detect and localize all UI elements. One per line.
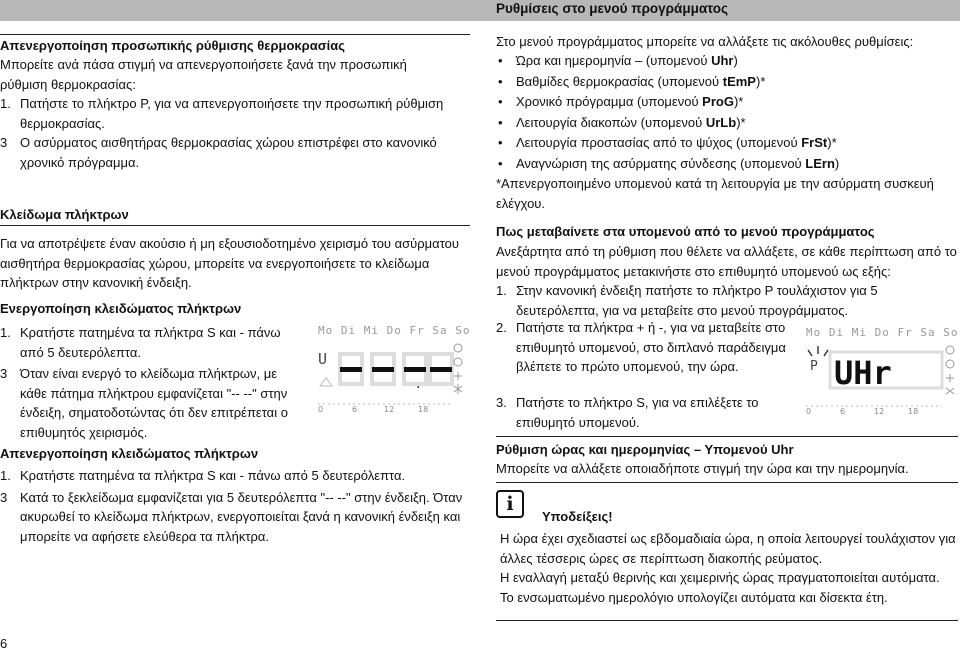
lcd-left-glyph: U <box>318 350 328 368</box>
lcd-menu-text: UHr <box>834 354 892 392</box>
paragraph: Μπορείτε ανά πάσα στιγμή να απενεργοποιήσετε ξανά την προσωπική ρύθμιση θερμοκρασίας: <box>0 57 407 92</box>
list-item: • Λειτουργία διακοπών (υπομενού UrLb)* <box>496 113 956 133</box>
section-title: Απενεργοποίηση προσωπικής ρύθμισης θερμοκρασίας <box>0 38 345 53</box>
svg-text:.: . <box>416 376 421 392</box>
list-item: 1. Κρατήστε πατημένα τα πλήκτρα S και - πάνω από 5 δευτερόλεπτα. <box>0 325 281 360</box>
list <box>0 323 300 442</box>
list-item: 3. Πατήστε το πλήκτρο S, για να επιλέξετε το επιθυμητό υπομενού. <box>496 395 759 430</box>
svg-text:18: 18 <box>908 407 919 416</box>
list <box>0 466 470 546</box>
list-item: • Χρονικό πρόγραμμα (υπομενού ProG)* <box>496 92 956 112</box>
note-title: Υποδείξεις! <box>542 509 613 524</box>
lcd-keylock-display <box>318 324 471 414</box>
list-item: 3 Όταν είναι ενεργό το κλείδωμα πλήκτρων, με κάθε πάτημα πλήκτρου εμφανίζεται "-- --" στην ένδειξη, σηματοδοτώντας ότι δεν επιτρέπεται ο επιθυμητός χειρισμός. <box>0 366 288 440</box>
lcd-menu-graphic <box>806 326 959 416</box>
header-bar <box>0 0 960 21</box>
settings-list <box>496 51 956 173</box>
note-body <box>500 529 956 607</box>
svg-text:6: 6 <box>840 407 846 416</box>
section-title: Απενεργοποίηση κλειδώματος πλήκτρων <box>0 446 259 461</box>
divider <box>0 34 470 35</box>
svg-text:12: 12 <box>874 407 885 416</box>
svg-text:12: 12 <box>384 405 395 414</box>
section-title: Ρύθμιση ώρας και ημερομηνίας – Υπομενού Uhr <box>496 442 794 457</box>
svg-text:P: P <box>810 359 818 374</box>
header-title: Ρυθμίσεις στο μενού προγράμματος <box>496 1 729 16</box>
divider <box>0 225 470 226</box>
svg-text:0: 0 <box>806 407 812 416</box>
paragraph: Μπορείτε να αλλάξετε οποιαδήποτε στιγμή την ώρα και την ημερομηνία. <box>496 461 909 476</box>
paragraph: Για να αποτρέψετε έναν ακούσιο ή μη εξουσιοδοτημένο χειρισμό του ασύρματου αισθητήρα θερμοκρασίας χώρου, μπορείτε να ενεργοποιήσετε το κλείδωμα πλήκτρων στην κανονική ένδειξη. <box>0 236 459 290</box>
svg-text:0: 0 <box>318 405 324 414</box>
note-line: Το ενσωματωμένο ημερολόγιο υπολογίζει αυτόματα και δίσεκτα έτη. <box>500 589 888 605</box>
lcd-day-labels: Mo Di Mi Do Fr Sa So <box>318 324 471 337</box>
list-item: 1. Κρατήστε πατημένα τα πλήκτρα S και - πάνω από 5 δευτερόλεπτα. <box>0 468 406 483</box>
list-item: • Αναγνώριση της ασύρματης σύνδεσης (υπομενού LErn) <box>496 154 956 174</box>
page-number: 6 <box>0 636 8 651</box>
list-item: • Ώρα και ημερομηνία – (υπομενού Uhr) <box>496 51 956 71</box>
list-item: 3 Κατά το ξεκλείδωμα εμφανίζεται για 5 δευτερόλεπτα "-- --" στην ένδειξη. Όταν ακυρωθεί το κλείδωμα πλήκτρων, ενεργοποιείται ξανά η κανονική ένδειξη και μπορείτε να αφήσετε ελεύθερα τα πλήκτρα. <box>0 489 463 544</box>
list-item: 1. Στην κανονική ένδειξη πατήστε το πλήκτρο P τουλάχιστον για 5 δευτερόλεπτα, για να μεταβείτε στο μενού προγράμματος. <box>496 283 878 318</box>
footnote: *Απενεργοποιημένο υπομενού κατά τη λειτουργία με την ασύρματη συσκευή ελέγχου. <box>496 176 934 211</box>
note-line: Η ώρα έχει σχεδιαστεί ως εβδομαδιαία ώρα, η οποία λειτουργεί τουλάχιστον για άλλες τέσσερις ώρες σε περίπτωση διακοπής ρεύματος. <box>500 531 956 566</box>
paragraph: Ανεξάρτητα από τη ρύθμιση που θέλετε να αλλάξετε, σε κάθε περίπτωση από το μενού προγράμματος μετακινήστε στο επιθυμητό υπομενού ως εξής: <box>496 244 957 279</box>
section-title: Ενεργοποίηση κλειδώματος πλήκτρων <box>0 301 242 316</box>
lcd-mode-icons <box>454 344 462 394</box>
blink-rays-icon <box>808 346 828 356</box>
list-item: 1. Πατήστε το πλήκτρο P, για να απενεργοποιήσετε την προσωπική ρύθμιση θερμοκρασίας. <box>0 96 444 131</box>
svg-text:6: 6 <box>352 405 358 414</box>
info-icon: i <box>496 490 524 518</box>
lcd-mode-icons <box>946 346 954 394</box>
divider <box>496 482 958 483</box>
lcd-day-labels: Mo Di Mi Do Fr Sa So <box>806 326 959 339</box>
list-item: 3 Ο ασύρματος αισθητήρας θερμοκρασίας χώρου επιστρέφει στο κανονικό χρονικό πρόγραμμα. <box>0 135 437 170</box>
list-item: • Λειτουργία προστασίας από το ψύχος (υπομενού FrSt)* <box>496 133 956 153</box>
section-title: Κλείδωμα πλήκτρων <box>0 207 129 222</box>
note-line: Η εναλλαγή μεταξύ θερινής και χειμερινής ώρας πραγματοποιείται αυτόματα. <box>500 570 940 585</box>
lcd-menu-display <box>806 326 959 416</box>
list-item: 2. Πατήστε τα πλήκτρα + ή -, για να μεταβείτε στο επιθυμητό υπομενού, στο διπλανό παράδειγμα βλέπετε το πρώτο υπομενού, την ώρα. <box>496 320 786 374</box>
paragraph: Στο μενού προγράμματος μπορείτε να αλλάξετε τις ακόλουθες ρυθμίσεις: <box>496 34 914 49</box>
lcd-keylock-graphic <box>318 324 466 414</box>
list <box>0 94 470 172</box>
divider <box>496 620 958 621</box>
list-item: • Βαθμίδες θερμοκρασίας (υπομενού tEmP)* <box>496 72 956 92</box>
section-title: Πως μεταβαίνετε στα υπομενού από το μενού προγράμματος <box>496 224 875 239</box>
divider <box>496 436 958 437</box>
svg-text:18: 18 <box>418 405 429 414</box>
